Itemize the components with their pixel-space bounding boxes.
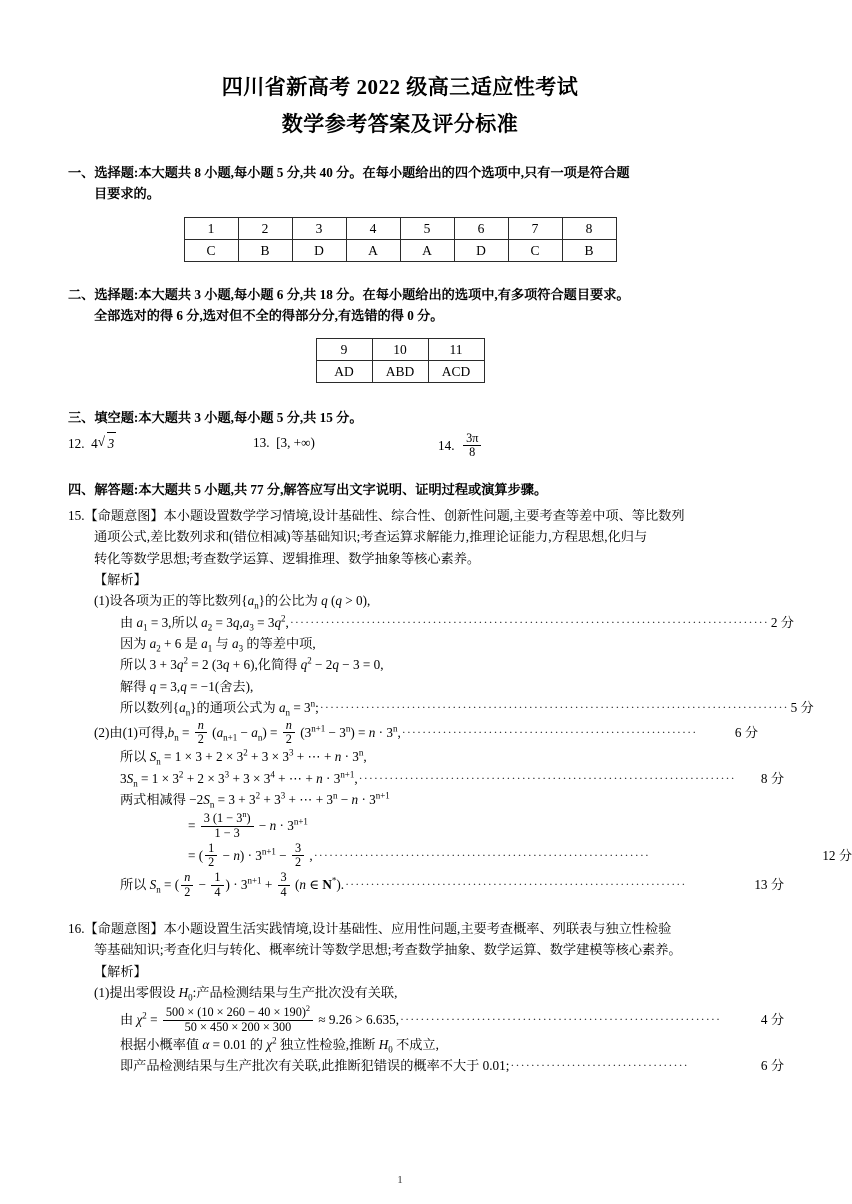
fill-in-answer-14 [438,432,588,460]
answer-cell: B [238,239,292,261]
question-15-part2-lead: (2)由(1)可得$,b_n$ = $\frac{n}{2}$ $(a_{n+1} - a_n)$ = $\frac{n}{2}$ $(3^{n+1} - 3^n) = n \cdot 3^n$, ·························································· 6 分 [94,717,758,746]
objective-answer-table-2 [316,338,485,383]
question-number-cell: 10 [372,338,428,360]
dot-leader: ·································································· [313,847,651,862]
table-row [184,217,616,239]
dot-leader: ······························································································ [289,614,769,629]
question-15-analysis-label: 【解析】 [94,571,147,587]
answer-cell: A [400,239,454,261]
score-mark-a1: 2 分 [770,614,794,630]
blank-number-14: 14. [438,437,455,453]
question-16-line-c2: 由 $\chi^2$ = $\frac{500 \times (10 \times 260 - 40 \times 190)^2}{50 \times 450 \times 200 \times 300}$ ≈ 9.26 > 6.635, ······························································· 4 分 [120,1004,784,1034]
question-15-line-a4: 解得 q = 3,q = −1(舍去), [120,678,254,694]
question-number-cell: 8 [562,217,616,239]
page-title-block [0,72,800,140]
question-15-part1-lead: (1)设各项为正的等比数列$\{a_n\}$的公比为 q (q > 0), [94,593,371,611]
section-one-heading [68,162,732,183]
question-15-line-b5: = $\frac{3 (1 - 3^n)}{1 - 3}$ − $n \cdot 3^{n+1}$ [188,810,308,840]
dot-leader: ···························································································· [319,700,789,715]
answer-cell: D [292,239,346,261]
question-16-intent-line-1: 本小题设置生活实践情境,设计基础性、应用性问题,主要考查概率、列联表与独立性检验 [163,920,672,936]
section-two-text: 本大题共 3 小题,每小题 6 分,共 18 分。在每小题给出的选项中,有多项符合题目要求。 [138,286,630,302]
answer-cell: A [346,239,400,261]
page-subtitle: 数学参考答案及评分标准 [281,111,519,136]
question-15-intent-line-1: 本小题设置数学学习情境,设计基础性、综合性、创新性问题,主要考查等差中项、等比数列 [163,507,685,523]
question-15-line-a2: 因为 $a_2 + 6$ 是 $a_1$ 与 $a_3$ 的等差中项, [120,636,316,654]
section-two-heading [68,284,732,305]
blank-answer-12-value: 4 √ 3 [91,436,116,451]
fill-in-answers-row [68,432,732,460]
question-number-cell: 6 [454,217,508,239]
question-16-number: 16. [68,920,85,936]
question-number-cell: 1 [184,217,238,239]
score-mark-b6: 12 分 [822,847,852,863]
answer-cell: C [184,239,238,261]
section-one-label: 一、选择题: [68,165,139,180]
question-15-intent-line-2: 通项公式,差比数列求和(错位相减)等基础知识;考查运算求解能力,推理论证能力,方程思想,化归与 [94,529,648,545]
table-row [316,360,484,382]
fill-in-answer-13 [253,432,438,453]
question-number-cell: 2 [238,217,292,239]
answer-cell: C [508,239,562,261]
question-15-line-a5: 所以数列$\{a_n\}$的通项公式为 $a_n = 3^n$; ···························································································· 5 分 [120,698,814,718]
question-15-intent-line-3: 转化等数学思想;考查数学运算、逻辑推理、数学抽象等核心素养。 [94,550,481,566]
question-16-analysis-label: 【解析】 [94,963,147,979]
objective-answer-table-1 [184,217,617,262]
question-16-line-c1: (1)提出零假设 $H_0$:产品检测结果与生产批次没有关联, [94,984,398,1003]
question-15-intent [68,505,732,526]
answer-cell: B [562,239,616,261]
section-three-label: 三、填空题: [68,409,139,425]
question-15-number: 15. [68,507,85,523]
question-16-intent-label: 【命题意图】 [84,920,164,936]
question-15-line-b7: 所以 $S_n$ = ( $\frac{n}{2}$ − $\frac{1}{4}$ ) · $3^{n+1}$ + $\frac{3}{4}$ (n ∈ N*). ··································································· 13 分 [120,870,784,899]
section-one-text: 本大题共 8 小题,每小题 5 分,共 40 分。在每小题给出的四个选项中,只有一项是符合题 [138,165,630,180]
blank-number-12: 12. [68,435,85,451]
section-four-heading [68,479,732,500]
question-16-intent-line-2: 等基础知识;考查化归与转化、概率统计等数学思想;考查数学抽象、数学运算、数学建模等核心素养。 [94,942,682,958]
question-15-line-a3: 所以 $3 + 3q^2 = 2$ (3q + 6),化简得 $q^2 - 2q - 3 = 0$, [120,656,384,673]
table-row [184,239,616,261]
section-two-heading-line2: 全部选对的得 6 分,选对但不全的得部分分,有选错的得 0 分。 [94,308,444,324]
section-three-heading [68,407,732,428]
question-15-line-b2: 所以 $S_n = 1 \times 3 + 2 \times 3^2 + 3 \times 3^3$ + ⋯ + $n \cdot 3^n$, [120,747,367,767]
section-four-label: 四、解答题: [68,482,139,498]
blank-number-13: 13. [253,434,270,450]
answer-sheet-page [0,72,852,1204]
score-mark-c4: 6 分 [760,1058,784,1074]
dot-leader: ······························································· [400,1012,722,1027]
answer-cell: AD [316,360,372,382]
score-mark-a5: 5 分 [790,700,814,716]
question-15-line-b6: = ( $\frac{1}{2}$ − $n) \cdot 3^{n+1}$ − $\frac{3}{2}$ , ·································································· 12 分 [188,840,852,870]
table-row [316,338,484,360]
question-number-cell: 3 [292,217,346,239]
dot-leader: ·········································································· [358,770,736,785]
question-15-line-b3: $3S_n = 1 \times 3^2 + 2 \times 3^3 + 3 \times 3^4$ + ⋯ + $n \cdot 3^{n+1}$, ·········································································· 8 分 [120,769,784,789]
question-number-cell: 9 [316,338,372,360]
question-16-line-c3: 根据小概率值 α = 0.01 的 $\chi^2$ 独立性检验,推断 $H_0$ 不成立, [120,1035,439,1055]
blank-answer-14-value: $\frac{3\pi}{8}$ [463,432,481,460]
blank-answer-13-value: [3, +∞) [276,434,315,450]
page-number: 1 [397,1174,403,1186]
section-one-heading-line2: 目要求的。 [94,186,160,202]
answer-cell: D [454,239,508,261]
question-16-intent [68,918,732,939]
score-mark-b3: 8 分 [760,770,784,786]
question-15-line-b4: 两式相减得 $-2S_n = 3 + 3^2 + 3^3$ + ⋯ + $3^n - n \cdot 3^{n+1}$ [120,790,390,810]
question-15-intent-label: 【命题意图】 [84,507,164,523]
dot-leader: ··································································· [345,877,687,892]
question-15-line-a1: 由 $a_1 = 3$,所以 $a_2 = 3q,a_3 = 3q^2$, ······························································································ 2 分 [120,613,794,633]
score-mark-b1: 6 分 [734,724,758,740]
fill-in-answer-12 [68,432,253,454]
page-title: 四川省新高考 2022 级高三适应性考试 [221,75,579,99]
question-16-line-c4: 即产品检测结果与生产批次有关联,此推断犯错误的概率不大于 0.01; ··································· 6 分 [68,1055,784,1076]
question-number-cell: 7 [508,217,562,239]
question-number-cell: 4 [346,217,400,239]
section-three-text: 本大题共 3 小题,每小题 5 分,共 15 分。 [138,409,363,425]
answer-cell: ABD [372,360,428,382]
score-mark-c2: 4 分 [760,1012,784,1028]
score-mark-b7: 13 分 [754,877,784,893]
dot-leader: ··································· [510,1058,689,1073]
section-two-label: 二、选择题: [68,286,139,302]
dot-leader: ·························································· [401,724,698,739]
section-one-table-wrap [68,217,732,262]
section-four-text: 本大题共 5 小题,共 77 分,解答应写出文字说明、证明过程或演算步骤。 [138,482,548,498]
document-body [68,162,852,1077]
question-number-cell: 5 [400,217,454,239]
question-number-cell: 11 [428,338,484,360]
section-two-table-wrap [68,338,732,383]
answer-cell: ACD [428,360,484,382]
